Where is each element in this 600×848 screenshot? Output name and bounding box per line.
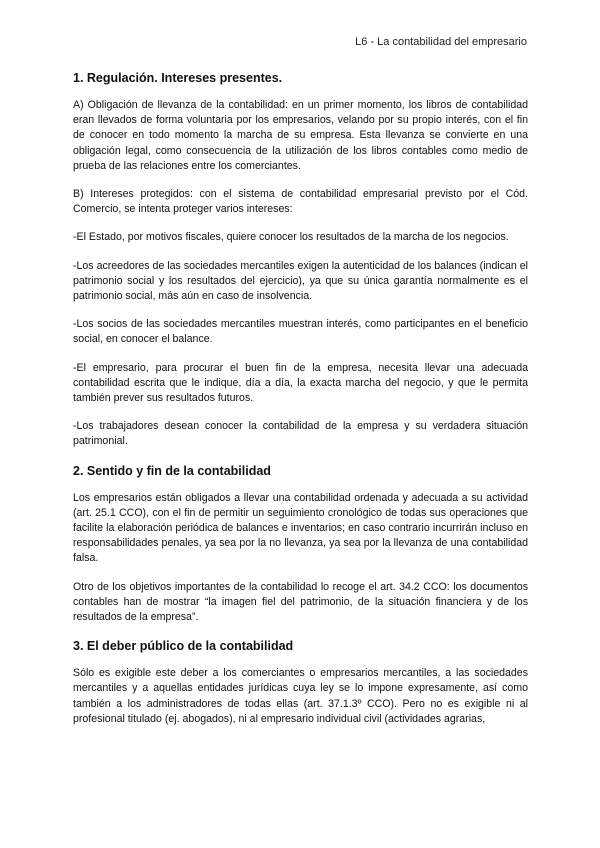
paragraph: A) Obligación de llevanza de la contabilidad: en un primer momento, los libros de contabilidad eran llevados de forma voluntaria por los empresarios, velando por su propio interés, con el fin de conocer en todo momento la marcha de su empresa. Esta llevanza se convierte en una obligación legal, como consecuencia de la utilización de los libros contables como medio de prueba de las relaciones entre los comerciantes. [73, 99, 528, 172]
paragraph: -Los acreedores de las sociedades mercantiles exigen la autenticidad de los balances (indican el patrimonio social y los resultados del ejercicio), ya que su única garantía normalmente es el patrimonio social, más aún en caso de insolvencia. [73, 259, 528, 303]
section-title: 1. Regulación. Intereses presentes. [73, 71, 283, 85]
paragraph: -El empresario, para procurar el buen fin de la empresa, necesita llevar una adecuada contabilidad escrita que le indique, día a día, la exacta marcha del negocio, y que le permita también prever sus resultados futuros. [73, 361, 528, 405]
section-deber-publico [73, 638, 528, 727]
paragraph: -Los socios de las sociedades mercantiles muestran interés, como participantes en el beneficio social, en conocer el balance. [73, 318, 528, 346]
paragraph: -Los trabajadores desean conocer la contabilidad de la empresa y su verdadera situación patrimonial. [73, 420, 528, 448]
running-header: L6 - La contabilidad del empresario [355, 36, 527, 48]
section-regulacion [73, 70, 528, 450]
section-title: 3. El deber público de la contabilidad [73, 639, 294, 654]
paragraph: Los empresarios están obligados a llevar una contabilidad ordenada y adecuada a su actividad (art. 25.1 CCO), con el fin de permitir un seguimiento cronológico de todas sus operaciones que facilite la elaboración periódica de balances e inventarios; en caso contrario incurrirán incluso en responsabilidades penales, ya sea por la no llevanza, ya sea por la llevanza de una contabilidad falsa. [73, 491, 528, 565]
paragraph: B) Intereses protegidos: con el sistema de contabilidad empresarial previsto por el Cód. Comercio, se intenta proteger varios intereses: [73, 188, 528, 216]
paragraph: Otro de los objetivos importantes de la contabilidad lo recoge el art. 34.2 CCO: los documentos contables han de mostrar “la imagen fiel del patrimonio, de la situación financiera y de los resultados de la empresa”. [73, 580, 528, 624]
paragraph: Sólo es exigible este deber a los comerciantes o empresarios mercantiles, a las sociedades mercantiles y a aquellas entidades jurídicas cuya ley se lo impone expresamente, así como también a los administradores de todas ellas (art. 37.1.3º CCO). Pero no es exigible ni al profesional titulado (ej. abogados), ni al empresario individual civil (actividades agrarias, [73, 667, 528, 725]
section-sentido-fin [73, 463, 528, 626]
section-title: 2. Sentido y fin de la contabilidad [73, 463, 271, 478]
paragraph: -El Estado, por motivos fiscales, quiere conocer los resultados de la marcha de los negocios. [73, 231, 509, 244]
document-body [73, 70, 528, 740]
